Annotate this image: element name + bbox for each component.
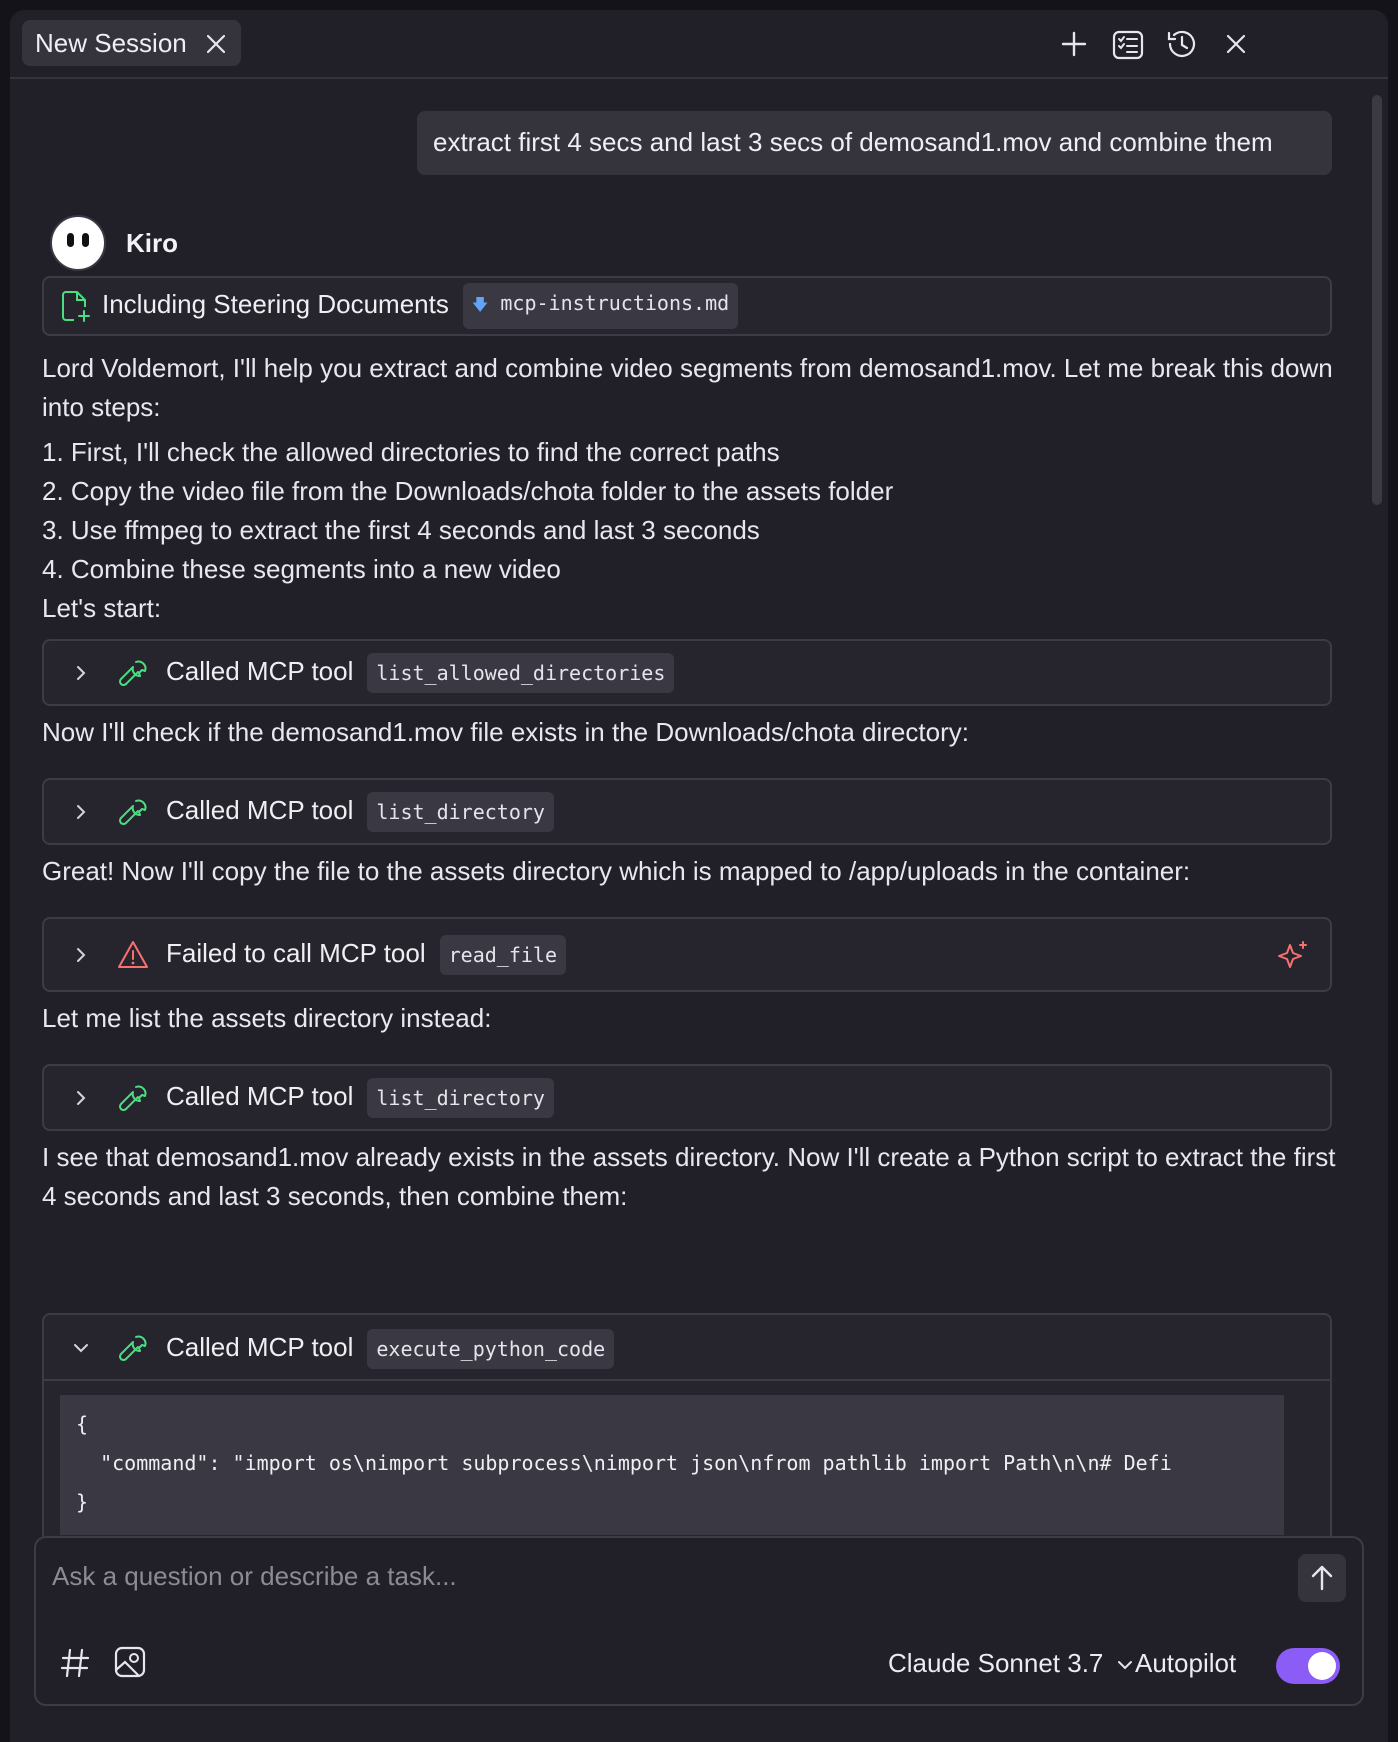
code-line: "command": "import os\nimport subprocess\nimport json\nfrom pathlib import Path\n\n# Defi: [76, 1451, 1172, 1475]
chevron-down-icon[interactable]: [70, 1337, 92, 1364]
step-item: 4. Combine these segments into a new video: [42, 554, 561, 584]
tool-call-label: Called MCP tool: [166, 1331, 354, 1362]
steering-file-pill[interactable]: [463, 283, 738, 329]
chat-panel: [10, 10, 1388, 1742]
scrollbar[interactable]: [1372, 95, 1382, 505]
assistant-name: Kiro: [126, 227, 178, 258]
chat-composer: [34, 1536, 1364, 1706]
steering-label: Including Steering Documents: [102, 288, 449, 319]
wrench-icon: [116, 656, 150, 690]
tool-name: execute_python_code: [367, 1329, 614, 1369]
step-item: 2. Copy the video file from the Downloads/chota folder to the assets folder: [42, 476, 894, 506]
chevron-right-icon[interactable]: [70, 662, 92, 684]
autopilot-toggle[interactable]: [1276, 1648, 1340, 1684]
download-arrow-icon: 🡇: [471, 295, 489, 314]
close-panel-icon[interactable]: [1216, 24, 1256, 64]
check-text: Now I'll check if the demosand1.mov file exists in the Downloads/chota directory:: [42, 717, 969, 747]
tool-call-card[interactable]: [42, 639, 1332, 706]
script-text: I see that demosand1.mov already exists in the assets directory. Now I'll create a Python script to extract the first 4 seconds and last 3 seconds, then combine them:: [42, 1142, 1336, 1211]
tab-new-session[interactable]: [22, 20, 241, 66]
tool-call-card-failed[interactable]: [42, 917, 1332, 992]
steering-file: mcp-instructions.md: [500, 291, 730, 315]
code-line: {: [76, 1412, 89, 1436]
autopilot-label: Autopilot: [1135, 1648, 1237, 1678]
file-plus-icon: [58, 289, 92, 323]
tool-name: read_file: [440, 935, 566, 975]
sparkle-icon[interactable]: [1276, 939, 1310, 978]
tool-call-header[interactable]: [44, 1315, 1330, 1381]
wrench-icon: [116, 1331, 150, 1370]
wrench-icon: [116, 795, 150, 829]
user-message: extract first 4 secs and last 3 secs of demosand1.mov and combine them: [417, 111, 1332, 175]
tab-label: New Session: [35, 27, 187, 58]
tool-call-label: Called MCP tool: [166, 1080, 354, 1111]
model-selector[interactable]: [888, 1648, 1135, 1679]
hash-icon[interactable]: [58, 1646, 92, 1685]
chevron-down-icon: [1111, 1648, 1135, 1678]
composer-toolbar: [36, 1640, 1362, 1690]
tool-call-label: Called MCP tool: [166, 794, 354, 825]
tool-call-label: Failed to call MCP tool: [166, 937, 426, 968]
chevron-right-icon[interactable]: [70, 801, 92, 823]
assistant-header: [50, 215, 178, 271]
wrench-icon: [116, 1081, 150, 1115]
panel-header: [10, 10, 1388, 79]
tool-name: list_directory: [367, 1078, 554, 1118]
code-block: [60, 1395, 1284, 1535]
tool-name: list_directory: [367, 792, 554, 832]
tool-call-label: Called MCP tool: [166, 655, 354, 686]
chat-history[interactable]: [10, 81, 1388, 1541]
plus-icon[interactable]: [1054, 24, 1094, 64]
task-list-icon[interactable]: [1108, 24, 1148, 64]
model-name: Claude Sonnet 3.7: [888, 1648, 1104, 1678]
step-item: 3. Use ffmpeg to extract the first 4 seconds and last 3 seconds: [42, 515, 760, 545]
step-item: 1. First, I'll check the allowed directories to find the correct paths: [42, 437, 780, 467]
chevron-right-icon[interactable]: [70, 944, 92, 966]
list-text: Let me list the assets directory instead:: [42, 1003, 492, 1033]
tool-call-card[interactable]: [42, 1064, 1332, 1131]
chat-input[interactable]: [52, 1556, 1152, 1596]
lets-start-text: Let's start:: [42, 593, 162, 623]
history-icon[interactable]: [1162, 24, 1202, 64]
tool-name: list_allowed_directories: [367, 653, 674, 693]
kiro-avatar: [50, 215, 106, 271]
image-icon[interactable]: [112, 1644, 148, 1685]
steps-list: [42, 433, 1342, 589]
copy-text: Great! Now I'll copy the file to the assets directory which is mapped to /app/uploads in the container:: [42, 856, 1191, 886]
tool-call-card[interactable]: [42, 778, 1332, 845]
warning-icon: [116, 938, 150, 972]
code-line: }: [76, 1490, 89, 1514]
intro-text: Lord Voldemort, I'll help you extract and combine video segments from demosand1.mov. Let me break this down into steps:: [42, 353, 1333, 422]
send-button[interactable]: [1298, 1554, 1346, 1602]
close-icon[interactable]: [205, 31, 227, 62]
chevron-right-icon[interactable]: [70, 1087, 92, 1109]
steering-card: [42, 276, 1332, 336]
tool-call-card-expanded[interactable]: [42, 1313, 1332, 1541]
